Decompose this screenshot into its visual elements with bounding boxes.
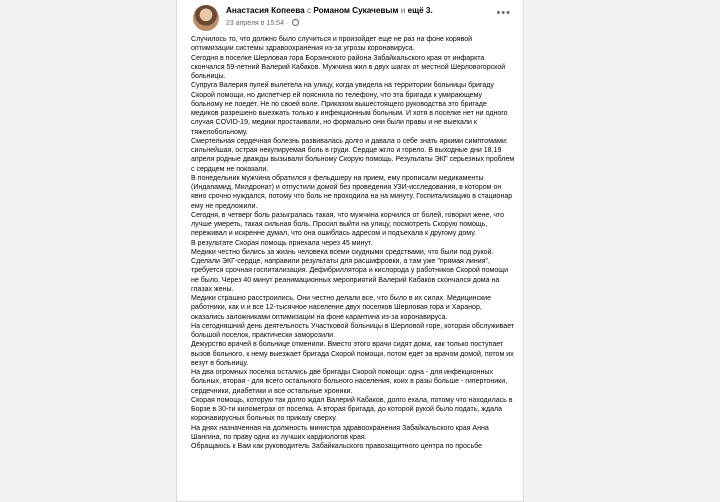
- post-paragraph: Смертельная сердечная болезнь развивалась долго и давала о себе знать яркими симптомами: сильнейшая, острая некупируемая боль в груди. Сердце жгло и горело. В выходные дни 18,19 апреля родные дважды вызывали больному Скорую помощь. Результаты ЭКГ серьезных проблем с сердцем не показали.: [191, 137, 515, 173]
- post-paragraph: В результате Скорая помощь приехала через 45 минут.: [191, 239, 373, 247]
- post-paragraph: Обращаюсь к Вам как руководитель Забайкальского правозащитного центра по просьбе: [191, 443, 482, 450]
- tagged-others-link[interactable]: ещё 3.: [407, 6, 433, 15]
- post-timestamp[interactable]: 23 апреля в 15:54: [226, 20, 284, 27]
- meta-dot: ·: [285, 20, 289, 27]
- post-paragraph: Дежурство врачей в больнице отменили. Вместо этого врачи сидят дома, как только поступает вызов больного, к нему выезжает бригада Скорой помощи, потом едет за врачом домой, потом их везут в больницу.: [191, 341, 514, 367]
- post-paragraph: Медики честно бились за жизнь человека всеми скудными средствами, что были под рукой. Сделали ЭКГ-сердце, направили результаты для расшифровки, а там уже "прямая линия", требуется срочная госпитализация. Дефибриллятора и кислорода у работников Скорой помощи не было. Через 40 минут реанимационных мероприятий Валерий Кабаков скончался дома на глазах жены.: [191, 248, 509, 293]
- post-paragraph: На сегодняшний день деятельность Участковой больницы в Шерловой горе, которая обслуживает большой поселок, практически заморозили.: [191, 322, 515, 339]
- post-paragraph: Супруга Валерия пулей вылетела на улицу, когда увидела на территории больницы бригаду Скорой помощи, но диспетчер ей пояснила по телефону, что эта бригада к умирающему больному не поедет. Не по своей воле. Приказом вышестоящего руководства это бригаде медиков разрешено выезжать только к инфекционным больным. И хотя в поселке нет ни одного случая COVID-19, медики простаивали, но формально они были правы и не выехали к тяжелобольному.: [191, 82, 508, 136]
- with-prefix: с: [306, 6, 312, 15]
- post-paragraph: Сегодня, в четверг боль разыгралась такая, что мужчина корчился от болей, говорил жене, что лучше умереть, такая сильная боль. Просил выйти на улицу, посмотреть Скорую помощь, переживал и искренне думал, что она ошиблась адресом и подъехала к другому дому.: [191, 211, 505, 238]
- tagged-person[interactable]: Романом Сукачевым: [313, 6, 399, 15]
- post-text: [191, 35, 515, 451]
- author-line: [226, 6, 493, 15]
- post-header: [177, 0, 523, 38]
- post-paragraph: На днях назначенная на должность министра здравоохранения Забайкальского края Анна Шангина, по праву одна из лучших кардиологов края.: [191, 424, 489, 441]
- post-paragraph: В понедельник мужчина обратился к фельдшеру на прием, ему прописали медикаменты (Индапамид, Милдронат) и отпустили домой без проведения УЗИ-исследования, в котором он явно срочно нуждался, потому что боль не проходила на на минуту. Госпитализацию в стационар ему не предложили.: [191, 174, 513, 210]
- post-paragraph: Медики страшно расстроились. Они честно делали все, что было в их силах. Медицинские работники, как и и все 12-тысячное население двух поселков Шерловая гора и Харанор, оказались заложниками оптимизации на фоне карантина из-за коронавируса.: [191, 295, 492, 321]
- author-avatar[interactable]: [193, 5, 219, 31]
- and-prefix: и: [400, 6, 406, 15]
- post-paragraph: Случилось то, что должно было случиться и произойдет еще не раз на фоне корявой оптимизации системы здравоохранения из-за угрозы коронавируса.: [191, 36, 473, 53]
- author-name[interactable]: Анастасия Копеева: [226, 6, 305, 15]
- post-paragraph: На два огромных поселка остались две бригады Скорой помощи: одна - для инфекционных больных, вторая - для всего остального больного населения, коих в разы больше - гипертоники, сердечники, диабетики и все остальные хроники.: [191, 369, 508, 395]
- facebook-post-card: [176, 0, 524, 502]
- globe-icon: [292, 19, 299, 26]
- post-paragraph: Сегодня в поселке Шерловая гора Борзинского района Забайкальского края от инфаркта скончался 59-летний Валерий Кабаков. Мужчина жил в двух шагах от местной Шерловогорской больницы.: [191, 54, 506, 80]
- more-options-icon[interactable]: •••: [496, 7, 511, 19]
- post-paragraph: Скорая помощь, которую так долго ждал Валерий Кабаков, долго ехала, потому что находилась в Борзе в 30-ти километрах от поселка. А вторая бригада, до которой рукой было подать, ждала коронавирусных больных по приказу сверху.: [191, 396, 513, 423]
- post-meta: [226, 19, 299, 27]
